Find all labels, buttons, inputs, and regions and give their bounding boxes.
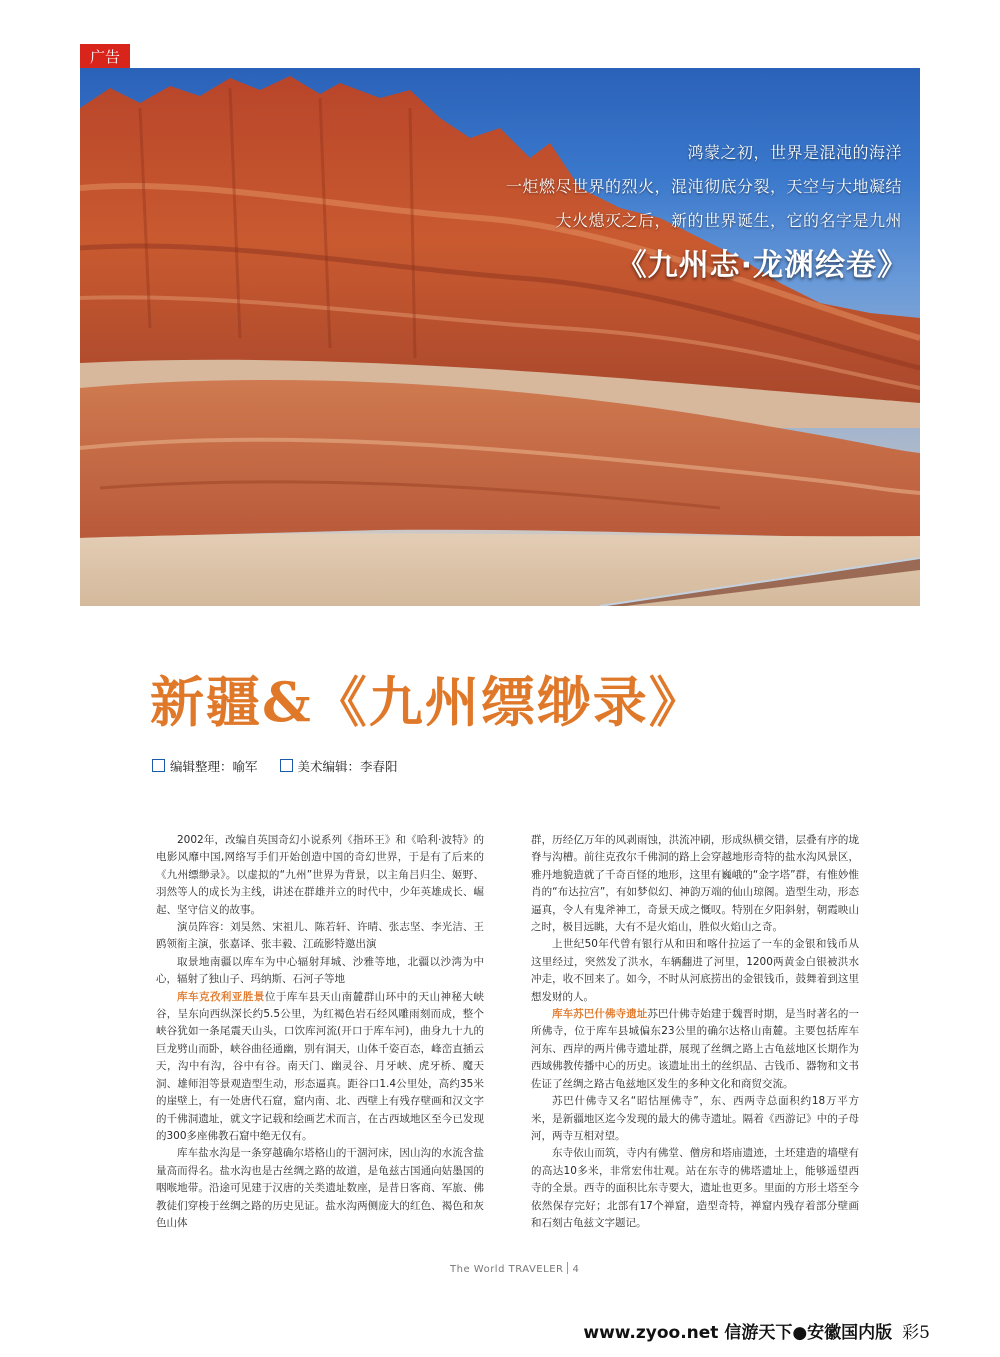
- paragraph: 库车盐水沟是一条穿越确尔塔格山的干涸河床，因山沟的水流含盐量高而得名。盐水沟也是古丝绸之路的故道，是龟兹古国通向姑墨国的咽喉地带。沿途可见建于汉唐的关类遗址数座，是昔日客商、军旅、佛教徒们穿梭于丝绸之路的历史见证。盐水沟两侧庞大的红色、褐色和灰色山体: [156, 1147, 484, 1229]
- paragraph: 群，历经亿万年的风剥雨蚀，洪流冲刷，形成纵横交错，层叠有序的垅脊与沟槽。前往克孜尔千佛洞的路上会穿越地形奇特的盐水沟风景区，雅丹地貌造就了千奇百怪的地形，这里有巍峨的“金字塔”群，有惟妙惟肖的“布达拉宫”，有如梦似幻、神韵万端的仙山琼阁。造型生动，形态逼真，令人有鬼斧神工，奇景天成之慨叹。特别在夕阳斜射，朝霞映山之时，极目远眺，大有不是火焰山，胜似火焰山之奇。: [531, 834, 859, 934]
- hero-tagline-3: 大火熄灭之后，新的世界诞生，它的名字是九州: [555, 211, 902, 230]
- paragraph: [156, 989, 484, 1146]
- ad-tag: 广告: [80, 44, 130, 70]
- paragraph: [531, 1006, 859, 1093]
- article-column-left: [156, 832, 484, 1232]
- paragraph: 取景地南疆以库车为中心辐射拜城、沙雅等地，北疆以沙湾为中心，辐射了独山子、玛纳斯、石河子等地: [156, 955, 484, 986]
- article-credits: [152, 757, 416, 775]
- credit-art-editor: 美术编辑：李春阳: [297, 759, 398, 774]
- article-column-right: [531, 832, 859, 1232]
- hero-game-title: 《九州志·龙渊绘卷》: [616, 248, 908, 283]
- paragraph: 2002年，改编自英国奇幻小说系列《指环王》和《哈利·波特》的电影风靡中国,网络写手们开始创造中国的奇幻世界，于是有了后来的《九州缥缈录》。以虚拟的“九州”世界为背景，以主角吕归尘、姬野、羽然等人的成长为主线，讲述在群雄并立的时代中，少年英雄成长、崛起、坚守信义的故事。: [156, 834, 484, 916]
- paragraph-text: 苏巴什佛寺始建于魏晋时期，是当时著名的一所佛寺，位于库车县城偏东23公里的确尔达格山南麓。主要包括库车河东、西岸的两片佛寺遗址群，展现了丝绸之路上古龟兹地区长期作为西域佛教传播中心的历史。该遗址出土的丝织品、古钱币、器物和文书佐证了丝绸之路古龟兹地区发生的多种文化和商贸交流。: [531, 1008, 860, 1090]
- credit-box-icon: [280, 759, 293, 772]
- paragraph: 苏巴什佛寺又名“昭怙厘佛寺”，东、西两寺总面积约18万平方米，是新疆地区迄今发现的最大的佛寺遗址。隔着《西游记》中的子母河，两寺互相对望。: [531, 1095, 859, 1142]
- paragraph: 东寺依山而筑，寺内有佛堂、僧房和塔庙遗迹，土坯建造的墙壁有的高达10多米，非常宏伟壮观。站在东寺的佛塔遗址上，能够遥望西寺的全景。西寺的面积比东寺要大，遗址也更多。里面的方形土塔至今依然保存完好；北部有17个禅窟，造型奇特，禅窟内残存着部分壁画和石刻古龟兹文字题记。: [531, 1147, 859, 1229]
- paragraph: 上世纪50年代曾有银行从和田和喀什拉运了一车的金银和钱币从这里经过，突然发了洪水，车辆翻进了河里，1200两黄金白银被洪水冲走，收不回来了。如今，不时从河底捞出的金银钱币，鼓舞着到这里想发财的人。: [531, 938, 859, 1003]
- magazine-name: The World TRAVELER: [450, 1264, 564, 1275]
- divider: [567, 1262, 568, 1274]
- site-line: www.zyoo.net 信游天下●安徽国内版: [583, 1323, 893, 1343]
- highlight-term: 库车克孜利亚胜景: [177, 990, 265, 1003]
- paragraph-text: 位于库车县天山南麓群山环中的天山神秘大峡谷，呈东向西纵深长约5.5公里，为红褐色岩石经风雕雨刻而成，整个峡谷犹如一条尾震天山头，口饮库河流(开口于库车河)，曲身九十九的巨龙劈山而卧，峡谷曲径通幽，别有洞天，山体千姿百态，峰峦直插云天，沟中有沟，谷中有谷。南天门、幽灵谷、月牙峡、虎牙桥、魔天洞、雄师泪等景观造型生动，形态逼真。距谷口1.4公里处，高约35米的崖壁上，有一处唐代石窟，窟内南、北、西壁上有残存壁画和汉文字的千佛洞遗址，就文字记载和绘画艺术而言，在古西域地区至今已发现的300多座佛教石窟中绝无仅有。: [156, 990, 485, 1142]
- credit-box-icon: [152, 759, 165, 772]
- hero-image: [80, 68, 920, 606]
- highlight-term: 库车苏巴什佛寺遗址: [552, 1008, 648, 1021]
- article-title: 新疆&《九州缥缈录》: [150, 670, 705, 734]
- inner-page-number: 4: [572, 1264, 580, 1275]
- magazine-footer: [450, 1262, 579, 1275]
- hero-tagline-2: 一炬燃尽世界的烈火，混沌彻底分裂，天空与大地凝结: [505, 177, 902, 196]
- page-number: 彩5: [902, 1323, 930, 1343]
- hero-tagline-1: 鸿蒙之初，世界是混沌的海洋: [687, 143, 902, 162]
- credit-editor: 编辑整理：喻军: [170, 759, 258, 774]
- paragraph: 演员阵容：刘昊然、宋祖儿、陈若轩、许晴、张志坚、李光洁、王鸥领衔主演，张嘉译、张丰毅、江疏影特邀出演: [156, 921, 484, 951]
- site-footer: [583, 1318, 930, 1343]
